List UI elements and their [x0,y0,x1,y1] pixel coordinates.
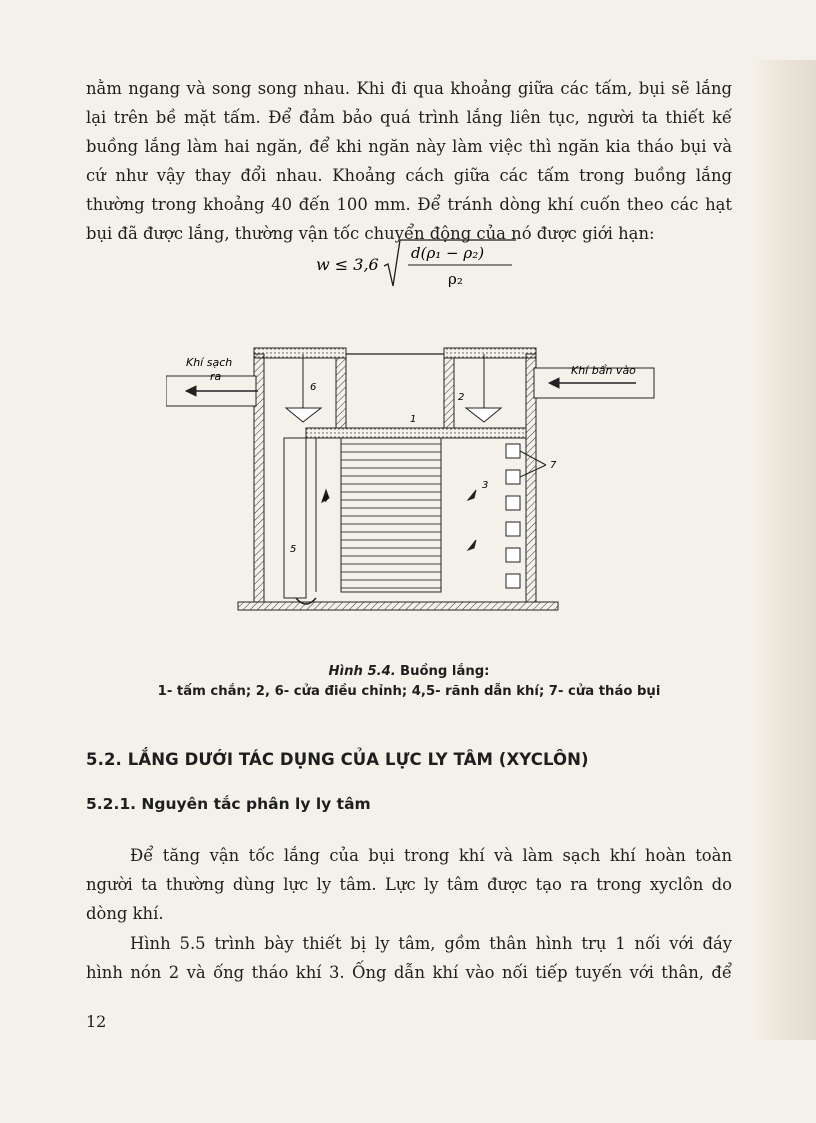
text-line: lại trên bề mặt tấm. Để đảm bảo quá trình lắng liên tục, người ta thiết kế [86,108,732,127]
number-1: 1 [410,414,417,425]
figure-legend: 1- tấm chắn; 2, 6- cửa điều chỉnh; 4,5- rãnh dẫn khí; 7- cửa tháo bụi [157,684,661,699]
page-edge-shadow [754,60,816,1040]
formula-numerator: d(ρ₁ − ρ₂) [411,244,485,262]
text-line: người ta thường dùng lực ly tâm. Lực ly tâm được tạo ra trong xyclôn do [86,875,732,894]
baffle-plate-1 [306,428,526,438]
text-line: dòng khí. [86,904,164,923]
velocity-formula [316,236,576,292]
plate-stack-frame [341,438,441,592]
valve-6 [286,408,321,422]
formula-lhs: w ≤ 3,6 [316,255,379,274]
settling-chamber-diagram [166,340,666,620]
label-clean-gas-out-2: ra [210,370,222,383]
text-line: hình nón 2 và ống tháo khí 3. Ống dẫn khí vào nối tiếp tuyến với thân, để [86,963,732,982]
left-top-slab [254,348,346,358]
figure-title: Buồng lắng: [400,664,490,679]
text-line: thường trong khoảng 40 đến 100 mm. Để tránh dòng khí cuốn theo các hạt [86,195,732,214]
number-4: 4 [322,494,329,505]
text-line: buồng lắng làm hai ngăn, để khi ngăn này làm việc thì ngăn kia tháo bụi và [86,137,732,156]
text-line: nằm ngang và song song nhau. Khi đi qua khoảng giữa các tấm, bụi sẽ lắng [86,79,732,98]
right-inner-wall [444,358,454,428]
subsection-heading: 5.2.1. Nguyên tắc phân ly ly tâm [86,795,371,813]
paragraph-centrifugal [86,841,732,928]
valve-2 [466,408,501,422]
label-clean-gas-out-1: Khí sạch [186,356,233,369]
figure-caption [86,662,732,702]
text-line: Để tăng vận tốc lắng của bụi trong khí và làm sạch khí hoàn toàn [130,846,732,865]
number-3: 3 [482,480,489,491]
settling-chamber-figure [166,340,666,620]
text-line: cứ như vậy thay đổi nhau. Khoảng cách giữa các tấm trong buồng lắng [86,166,732,185]
text-line: Hình 5.5 trình bày thiết bị ly tâm, gồm thân hình trụ 1 nối với đáy [130,934,732,953]
paragraph-settling-chamber [86,74,732,248]
horizontal-plates [341,444,441,588]
left-inner-wall [336,358,346,428]
formula-denominator: ρ₂ [448,270,463,288]
section-heading: 5.2. LẮNG DƯỚI TÁC DỤNG CỦA LỰC LY TÂM (XYCLÔN) [86,750,589,769]
number-6: 6 [310,382,317,393]
page-number: 12 [86,1012,107,1031]
figure-number: Hình 5.4. [328,664,396,679]
dust-outlets [506,444,520,588]
number-5: 5 [290,544,297,555]
text-line: bụi đã được lắng, thường vận tốc chuyển động của nó được giới hạn: [86,224,655,243]
number-2: 2 [458,392,465,403]
right-top-slab [444,348,536,358]
label-dirty-gas-in: Khí bẩn vào [571,364,636,377]
paragraph-cyclone [86,929,732,987]
ground-hatch [238,602,558,610]
number-7: 7 [550,460,557,471]
formula-graphic [316,236,576,292]
channel-5 [284,438,306,598]
